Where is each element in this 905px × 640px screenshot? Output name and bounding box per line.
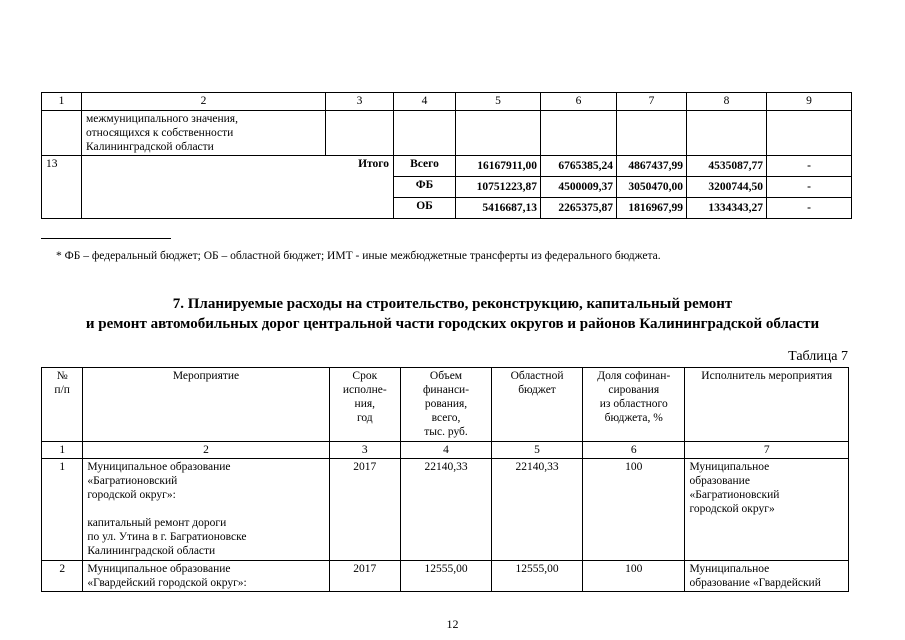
header-row: [42, 93, 852, 111]
value-cell: 3200744,50: [687, 177, 767, 198]
value-cell: 5416687,13: [456, 198, 541, 219]
summary-table: [41, 92, 852, 219]
value-cell: 16167911,00: [456, 156, 541, 177]
share-cell: 100: [583, 561, 685, 592]
section-heading: 7. Планируемые расходы на строительство, реконструкцию, капитальный ремонт и ремонт автомобильных дорог центральной части городских округов и районов Калининградской области: [85, 296, 820, 332]
value-cell: -: [767, 177, 852, 198]
value-cell: 10751223,87: [456, 177, 541, 198]
table-row: [42, 111, 852, 156]
col-number: 7: [617, 93, 687, 111]
footnote-divider: [41, 238, 171, 239]
page-number: 12: [446, 617, 459, 631]
regional-budget-cell: 12555,00: [492, 561, 583, 592]
value-cell: 4500009,37: [541, 177, 617, 198]
header-number: № п/п: [42, 368, 83, 442]
value-cell: 4867437,99: [617, 156, 687, 177]
col-number: 6: [541, 93, 617, 111]
value-cell: 1816967,99: [617, 198, 687, 219]
col-number: 1: [42, 93, 82, 111]
table-row: [42, 561, 849, 592]
table-row: [42, 459, 849, 561]
value-cell: 1334343,27: [687, 198, 767, 219]
row-number: 1: [42, 459, 83, 561]
year-cell: 2017: [329, 459, 400, 561]
col-number: 9: [767, 93, 852, 111]
budget-label: ФБ: [394, 177, 456, 198]
col-number: 2: [82, 93, 326, 111]
value-cell: 2265375,87: [541, 198, 617, 219]
footnote: * ФБ – федеральный бюджет; ОБ – областной бюджет; ИМТ - иные межбюджетные трансферты из федерального бюджета.: [56, 250, 661, 262]
table-caption: Таблица 7: [788, 349, 848, 364]
executor-cell: Муниципальное образование «Гвардейский: [685, 561, 849, 592]
col-number: 8: [687, 93, 767, 111]
activity-cell: Муниципальное образование «Багратионовский городской округ»: капитальный ремонт дороги по ул. Утина в г. Багратионовске Калининградской области: [83, 459, 329, 561]
row-number: 2: [42, 561, 83, 592]
table-7: [41, 367, 849, 592]
value-cell: 3050470,00: [617, 177, 687, 198]
value-cell: 6765385,24: [541, 156, 617, 177]
year-cell: 2017: [329, 561, 400, 592]
column-number-row: 1 2 3 4 5 6 7: [42, 442, 849, 459]
header-share: Доля софинан- сирования из областного бюджета, %: [583, 368, 685, 442]
value-cell: -: [767, 156, 852, 177]
total-cell: 12555,00: [400, 561, 491, 592]
row-number: 13: [42, 156, 82, 219]
header-term: Срок исполне- ния, год: [329, 368, 400, 442]
activity-cell: Муниципальное образование «Гвардейский городской округ»:: [83, 561, 329, 592]
total-cell: 22140,33: [400, 459, 491, 561]
header-regional-budget: Областной бюджет: [492, 368, 583, 442]
regional-budget-cell: 22140,33: [492, 459, 583, 561]
total-row: [42, 156, 852, 177]
executor-cell: Муниципальное образование «Багратионовский городской округ»: [685, 459, 849, 561]
total-label: Итого: [82, 156, 394, 219]
value-cell: 4535087,77: [687, 156, 767, 177]
col-number: 5: [456, 93, 541, 111]
continuation-text: межмуниципального значения, относящихся к собственности Калининградской области: [82, 111, 326, 156]
header-activity: Мероприятие: [83, 368, 329, 442]
header-row: [42, 368, 849, 442]
budget-label: ОБ: [394, 198, 456, 219]
header-volume: Объем финанси- рования, всего, тыс. руб.: [400, 368, 491, 442]
value-cell: -: [767, 198, 852, 219]
budget-label: Всего: [394, 156, 456, 177]
col-number: 4: [394, 93, 456, 111]
col-number: 3: [326, 93, 394, 111]
header-executor: Исполнитель мероприятия: [685, 368, 849, 442]
share-cell: 100: [583, 459, 685, 561]
